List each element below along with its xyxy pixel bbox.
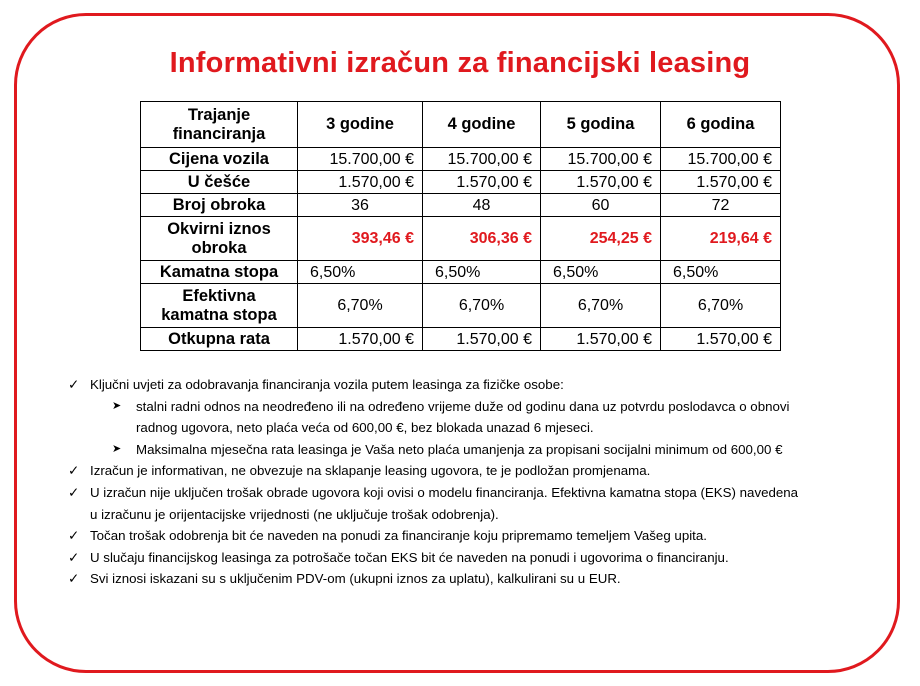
table-cell: 6,70%	[423, 284, 541, 328]
table-cell: 1.570,00 €	[541, 171, 661, 194]
table-cell: 1.570,00 €	[661, 171, 781, 194]
table-cell: 1.570,00 €	[423, 328, 541, 351]
checkmark-icon: ✓	[68, 377, 80, 392]
table-cell: 1.570,00 €	[661, 328, 781, 351]
table-row-interest-rate	[141, 261, 781, 284]
row-label: Efektivna kamatna stopa	[141, 284, 298, 328]
table-cell: 6,70%	[661, 284, 781, 328]
leasing-table	[140, 101, 781, 351]
table-cell: 48	[423, 194, 541, 217]
table-cell: 6,70%	[541, 284, 661, 328]
row-label: U češće	[141, 171, 298, 194]
table-cell-highlight: 393,46 €	[298, 217, 423, 261]
row-label: Kamatna stopa	[141, 261, 298, 284]
page-title: Informativni izračun za financijski leasing	[169, 47, 751, 79]
header-label: Trajanje financiranja	[141, 102, 298, 148]
table-row-deposit	[141, 171, 781, 194]
table-cell: 6,50%	[423, 261, 541, 284]
checkmark-icon: ✓	[68, 463, 80, 479]
row-label: Broj obroka	[141, 194, 298, 217]
table-cell: 15.700,00 €	[541, 148, 661, 171]
table-cell-highlight: 219,64 €	[661, 217, 781, 261]
table-cell-highlight: 306,36 €	[423, 217, 541, 261]
table-cell: 60	[541, 194, 661, 217]
table-cell: 15.700,00 €	[298, 148, 423, 171]
arrow-right-icon: ➤	[112, 399, 122, 412]
list-item: ✓ U slučaju financijskog leasinga za potrošače točan EKS bit će naveden na ponudi i ugovorima o financiranju.	[68, 547, 888, 569]
sub-list-item: ➤ Maksimalna mjesečna rata leasinga je Vaša neto plaća umanjenja za propisani socijalni minimum od 600,00 €	[68, 439, 888, 461]
header-period: 4 godine	[423, 102, 541, 148]
table-cell: 1.570,00 €	[298, 171, 423, 194]
table-header-row	[141, 102, 781, 148]
header-period: 5 godina	[541, 102, 661, 148]
table-cell: 15.700,00 €	[423, 148, 541, 171]
table-cell: 36	[298, 194, 423, 217]
table-cell: 72	[661, 194, 781, 217]
table-row-installment-amount	[141, 217, 781, 261]
list-item: ✓ Ključni uvjeti za odobravanja financiranja vozila putem leasinga za fizičke osobe:	[68, 374, 888, 396]
checkmark-icon: ✓	[68, 484, 80, 500]
table-cell: 15.700,00 €	[661, 148, 781, 171]
row-label: Otkupna rata	[141, 328, 298, 351]
list-item: ✓ Svi iznosi iskazani su s uključenim PDV-om (ukupni iznos za uplatu), kalkulirani su u EUR.	[68, 568, 888, 590]
list-item: ✓ U izračun nije uključen trošak obrade ugovora koji ovisi o modelu financiranja. Efektivna kamatna stopa (EKS) navedena u izračunu je orijentacijske vrijednosti (ne uključuje trošak odobrenja).	[68, 482, 888, 525]
sub-list-item: ➤ stalni radni odnos na neodređeno ili na određeno vrijeme duže od godinu dana uz potvrdu poslodavca o obnovi radnog ugovora, neto plaća veća od 600,00 €, bez blokada unazad 6 mjeseci.	[68, 396, 888, 439]
checkmark-icon: ✓	[68, 571, 80, 587]
header-period: 3 godine	[298, 102, 423, 148]
table-cell: 6,50%	[541, 261, 661, 284]
table-row-price	[141, 148, 781, 171]
table-cell: 6,50%	[661, 261, 781, 284]
row-label: Cijena vozila	[141, 148, 298, 171]
checkmark-icon: ✓	[68, 549, 80, 565]
arrow-right-icon: ➤	[112, 442, 122, 455]
table-row-buyout	[141, 328, 781, 351]
table-cell: 1.570,00 €	[541, 328, 661, 351]
table-cell: 6,70%	[298, 284, 423, 328]
table-cell: 1.570,00 €	[298, 328, 423, 351]
table-cell: 1.570,00 €	[423, 171, 541, 194]
table-cell-highlight: 254,25 €	[541, 217, 661, 261]
table-row-installments	[141, 194, 781, 217]
list-item: ✓ Izračun je informativan, ne obvezuje na sklapanje leasing ugovora, te je podložan promjenama.	[68, 460, 888, 482]
notes-list	[68, 374, 888, 590]
list-item: ✓ Točan trošak odobrenja bit će naveden na ponudi za financiranje koju pripremamo temeljem Vašeg upita.	[68, 525, 888, 547]
table-cell: 6,50%	[298, 261, 423, 284]
row-label: Okvirni iznos obroka	[141, 217, 298, 261]
header-period: 6 godina	[661, 102, 781, 148]
table-row-effective-rate	[141, 284, 781, 328]
checkmark-icon: ✓	[68, 528, 80, 544]
